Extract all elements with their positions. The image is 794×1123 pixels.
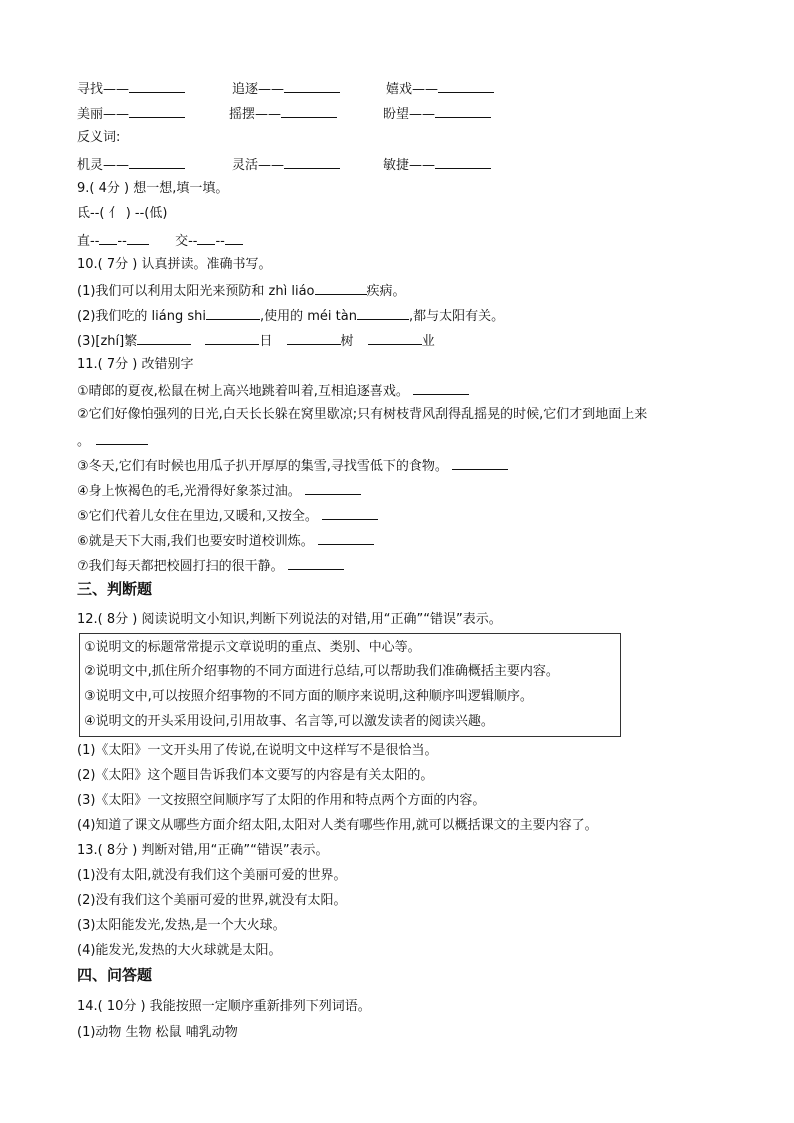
synonym-row-2-c bbox=[383, 104, 491, 124]
word-prompt: 摇摆—— bbox=[229, 107, 282, 122]
item-text: (1)我们可以利用太阳光来预防和 zhì liáo bbox=[77, 284, 315, 299]
answer-blank[interactable] bbox=[206, 306, 260, 320]
dash: -- bbox=[215, 234, 225, 249]
word-prompt: 嬉戏—— bbox=[386, 82, 439, 97]
answer-blank[interactable] bbox=[357, 306, 409, 320]
question-12-title: 12.( 8分 ) 阅读说明文小知识,判断下列说法的对错,用“正确”“错误”表示。 bbox=[77, 612, 502, 627]
question-10-item-1 bbox=[77, 281, 406, 301]
question-13-title: 13.( 8分 ) 判断对错,用“正确”“错误”表示。 bbox=[77, 843, 329, 858]
section-heading-qa: 四、问答题 bbox=[77, 966, 153, 984]
question-13-item-4: (4)能发光,发热的大火球就是太阳。 bbox=[77, 943, 282, 958]
question-11-item-6 bbox=[77, 531, 374, 551]
answer-blank[interactable] bbox=[129, 155, 185, 169]
word-prompt: 寻找—— bbox=[77, 82, 130, 97]
synonym-row-2 bbox=[77, 104, 185, 124]
answer-blank[interactable] bbox=[318, 531, 374, 545]
answer-blank[interactable] bbox=[281, 104, 337, 118]
answer-blank[interactable] bbox=[205, 331, 259, 345]
answer-blank[interactable] bbox=[288, 556, 344, 570]
answer-blank[interactable] bbox=[413, 381, 469, 395]
answer-blank[interactable] bbox=[129, 79, 185, 93]
knowledge-item-4: ④说明文的开头采用设问,引用故事、名言等,可以激发读者的阅读兴趣。 bbox=[84, 714, 494, 729]
answer-blank[interactable] bbox=[96, 431, 148, 445]
question-13-item-3: (3)太阳能发光,发热,是一个大火球。 bbox=[77, 918, 286, 933]
word-prompt: 灵活—— bbox=[232, 158, 285, 173]
question-11-item-3 bbox=[77, 456, 508, 476]
knowledge-item-1: ①说明文的标题常常提示文章说明的重点、类别、中心等。 bbox=[84, 640, 421, 655]
item-text: ,使用的 méi tàn bbox=[260, 309, 357, 324]
question-9-line-1: 氐--( 亻 ) --(低) bbox=[77, 206, 168, 221]
word-prompt: 追逐—— bbox=[232, 82, 285, 97]
word-prompt: 美丽—— bbox=[77, 107, 130, 122]
question-9-line-2 bbox=[77, 231, 243, 251]
question-10-item-3 bbox=[77, 331, 435, 351]
question-14-item-1: (1)动物 生物 松鼠 哺乳动物 bbox=[77, 1025, 238, 1040]
synonym-row-1 bbox=[77, 79, 185, 99]
question-11-item-5 bbox=[77, 506, 378, 526]
item-text: 日 bbox=[259, 334, 273, 349]
dash: -- bbox=[117, 234, 127, 249]
item-text: ③冬天,它们有时候也用瓜子扒开厚厚的集雪,寻找雪低下的食物。 bbox=[77, 459, 448, 474]
answer-blank[interactable] bbox=[225, 231, 243, 245]
question-11-item-7 bbox=[77, 556, 344, 576]
answer-blank[interactable] bbox=[284, 79, 340, 93]
question-12-item-1: (1)《太阳》一文开头用了传说,在说明文中这样写不是很恰当。 bbox=[77, 743, 438, 758]
answer-blank[interactable] bbox=[435, 104, 491, 118]
knowledge-item-3: ③说明文中,可以按照介绍事物的不同方面的顺序来说明,这种顺序叫逻辑顺序。 bbox=[84, 689, 533, 704]
synonym-row-1-b bbox=[232, 79, 340, 99]
char-prompt: 交-- bbox=[175, 234, 198, 249]
word-prompt: 机灵—— bbox=[77, 158, 130, 173]
item-text: ⑦我们每天都把校圆打扫的很干静。 bbox=[77, 559, 284, 574]
question-11-item-2: ②它们好像怕强列的日光,白天长长躲在窝里歇凉;只有树枝背风刮得乱摇晃的时候,它们才到地面上来 bbox=[77, 407, 648, 422]
item-text: 树 bbox=[340, 334, 354, 349]
item-text: 疾病。 bbox=[366, 284, 406, 299]
question-11-item-2-cont bbox=[77, 431, 148, 451]
synonym-row-1-c bbox=[386, 79, 494, 99]
item-text: ④身上恢褐色的毛,光滑得好象茶过油。 bbox=[77, 484, 301, 499]
answer-blank[interactable] bbox=[129, 104, 185, 118]
answer-blank[interactable] bbox=[315, 281, 367, 295]
item-text: (2)我们吃的 liáng shi bbox=[77, 309, 206, 324]
antonym-label: 反义词: bbox=[77, 130, 121, 145]
question-13-item-2: (2)没有我们这个美丽可爱的世界,就没有太阳。 bbox=[77, 893, 347, 908]
question-11-item-4 bbox=[77, 481, 361, 501]
question-13-item-1: (1)没有太阳,就没有我们这个美丽可爱的世界。 bbox=[77, 868, 347, 883]
knowledge-box bbox=[79, 633, 621, 737]
antonym-row bbox=[77, 155, 185, 175]
answer-blank[interactable] bbox=[452, 456, 508, 470]
answer-blank[interactable] bbox=[127, 231, 149, 245]
question-11-title: 11.( 7分 ) 改错别字 bbox=[77, 357, 194, 372]
knowledge-item-2: ②说明文中,抓住所介绍事物的不同方面进行总结,可以帮助我们准确概括主要内容。 bbox=[84, 664, 559, 679]
answer-blank[interactable] bbox=[284, 155, 340, 169]
answer-blank[interactable] bbox=[322, 506, 378, 520]
answer-blank[interactable] bbox=[368, 331, 422, 345]
question-9-title: 9.( 4分 ) 想一想,填一填。 bbox=[77, 181, 229, 196]
item-text: (3)[zhí]繁 bbox=[77, 334, 138, 349]
char-prompt: 直-- bbox=[77, 234, 100, 249]
answer-blank[interactable] bbox=[197, 231, 215, 245]
question-14-title: 14.( 10分 ) 我能按照一定顺序重新排列下列词语。 bbox=[77, 999, 371, 1014]
question-10-item-2 bbox=[77, 306, 504, 326]
answer-blank[interactable] bbox=[137, 331, 191, 345]
item-text: ⑥就是天下大雨,我们也要安时道校训炼。 bbox=[77, 534, 314, 549]
question-12-item-3: (3)《太阳》一文按照空间顺序写了太阳的作用和特点两个方面的内容。 bbox=[77, 793, 486, 808]
answer-blank[interactable] bbox=[287, 331, 341, 345]
question-10-title: 10.( 7分 ) 认真拼读。准确书写。 bbox=[77, 257, 272, 272]
question-11-item-1 bbox=[77, 381, 469, 401]
answer-blank[interactable] bbox=[305, 481, 361, 495]
word-prompt: 盼望—— bbox=[383, 107, 436, 122]
antonym-row-b bbox=[232, 155, 340, 175]
synonym-row-2-b bbox=[229, 104, 337, 124]
word-prompt: 敏捷—— bbox=[383, 158, 436, 173]
antonym-row-c bbox=[383, 155, 491, 175]
answer-blank[interactable] bbox=[99, 231, 117, 245]
item-text: ,都与太阳有关。 bbox=[408, 309, 505, 324]
item-text: 业 bbox=[421, 334, 435, 349]
item-text: ①晴郎的夏夜,松鼠在树上高兴地跳着叫着,互相追逐喜戏。 bbox=[77, 384, 409, 399]
answer-blank[interactable] bbox=[435, 155, 491, 169]
item-text: ⑤它们代着儿女住在里边,又暖和,又按全。 bbox=[77, 509, 318, 524]
answer-blank[interactable] bbox=[438, 79, 494, 93]
section-heading-judgment: 三、判断题 bbox=[77, 580, 153, 598]
question-12-item-4: (4)知道了课文从哪些方面介绍太阳,太阳对人类有哪些作用,就可以概括课文的主要内容了。 bbox=[77, 818, 598, 833]
question-12-item-2: (2)《太阳》这个题目告诉我们本文要写的内容是有关太阳的。 bbox=[77, 768, 434, 783]
item-text: 。 bbox=[77, 434, 91, 449]
